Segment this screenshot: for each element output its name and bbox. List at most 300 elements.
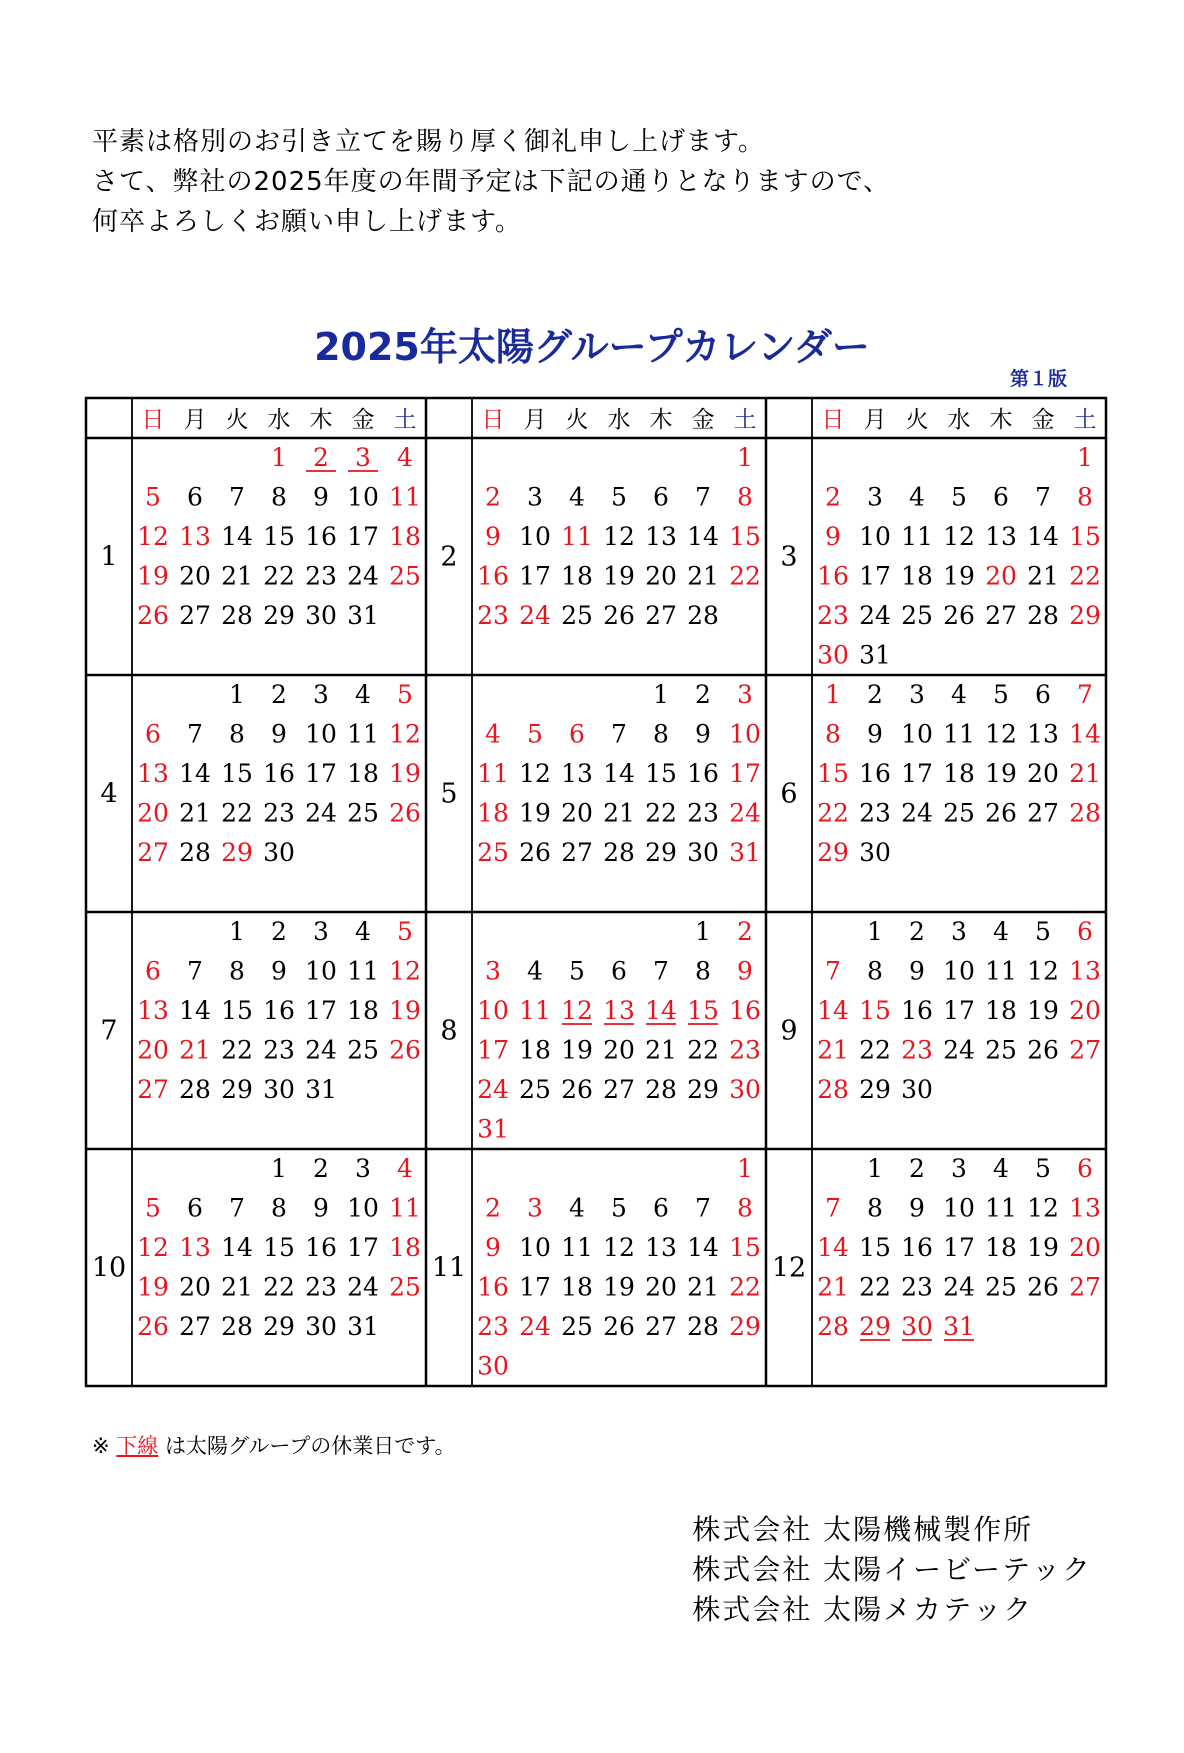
day-number: 26 bbox=[1027, 1035, 1059, 1065]
day-number: 25 bbox=[389, 561, 421, 591]
day-number: 24 bbox=[519, 1312, 551, 1341]
day-number: 20 bbox=[1069, 996, 1101, 1025]
day-number: 7 bbox=[1077, 680, 1093, 709]
day-number: 9 bbox=[909, 1193, 925, 1223]
day-number: 13 bbox=[1069, 1193, 1101, 1223]
day-number: 8 bbox=[867, 1193, 883, 1223]
day-number: 28 bbox=[687, 1312, 719, 1341]
day-number: 8 bbox=[695, 956, 711, 986]
day-number: 27 bbox=[1027, 798, 1059, 828]
day-number: 10 bbox=[519, 1233, 551, 1262]
day-number: 17 bbox=[305, 759, 337, 788]
day-number: 31 bbox=[729, 838, 761, 867]
day-number: 18 bbox=[389, 1233, 421, 1262]
day-number: 28 bbox=[179, 1075, 211, 1104]
day-number: 21 bbox=[179, 798, 211, 828]
day-number: 29 bbox=[263, 601, 295, 630]
day-number: 26 bbox=[603, 601, 635, 630]
day-number: 13 bbox=[179, 1233, 211, 1262]
day-number: 23 bbox=[901, 1035, 933, 1065]
day-number: 31 bbox=[477, 1114, 509, 1144]
day-number: 25 bbox=[347, 798, 379, 828]
day-number: 1 bbox=[695, 917, 711, 946]
weekday-header: 金 bbox=[691, 407, 715, 433]
day-number: 16 bbox=[305, 522, 337, 551]
day-number: 23 bbox=[687, 798, 719, 828]
month-label: 3 bbox=[780, 541, 798, 573]
day-number: 5 bbox=[611, 482, 627, 512]
month-label: 9 bbox=[780, 1015, 798, 1047]
day-number: 4 bbox=[355, 680, 371, 709]
day-number: 15 bbox=[1069, 522, 1101, 551]
day-number: 19 bbox=[943, 561, 975, 591]
day-number: 11 bbox=[985, 1193, 1017, 1223]
day-number: 6 bbox=[993, 482, 1009, 512]
day-number: 9 bbox=[825, 522, 841, 551]
day-number: 25 bbox=[519, 1075, 551, 1104]
day-number: 1 bbox=[867, 1154, 883, 1183]
day-number: 4 bbox=[909, 482, 925, 512]
day-number: 12 bbox=[1027, 956, 1059, 986]
day-number: 9 bbox=[271, 719, 287, 749]
day-number: 18 bbox=[347, 996, 379, 1025]
day-number: 5 bbox=[569, 956, 585, 986]
day-number: 31 bbox=[305, 1075, 337, 1104]
day-number: 26 bbox=[519, 838, 551, 867]
day-number: 28 bbox=[1069, 798, 1101, 828]
day-number: 15 bbox=[817, 759, 849, 788]
company-name-3: 株式会社 太陽メカテック bbox=[692, 1593, 1034, 1626]
day-number: 12 bbox=[1027, 1193, 1059, 1223]
day-number: 12 bbox=[561, 996, 593, 1025]
day-number: 25 bbox=[389, 1272, 421, 1302]
day-number: 16 bbox=[687, 759, 719, 788]
day-number: 30 bbox=[817, 640, 849, 670]
day-number: 3 bbox=[527, 482, 543, 512]
day-number: 5 bbox=[527, 719, 543, 749]
day-number: 14 bbox=[603, 759, 635, 788]
day-number: 22 bbox=[859, 1272, 891, 1302]
day-number: 25 bbox=[561, 1312, 593, 1341]
day-number: 21 bbox=[221, 1272, 253, 1302]
day-number: 26 bbox=[137, 601, 169, 630]
month-label: 8 bbox=[440, 1015, 458, 1047]
day-number: 11 bbox=[985, 956, 1017, 986]
day-number: 6 bbox=[653, 482, 669, 512]
day-number: 7 bbox=[187, 719, 203, 749]
day-number: 19 bbox=[985, 759, 1017, 788]
day-number: 8 bbox=[653, 719, 669, 749]
day-number: 14 bbox=[1027, 522, 1059, 551]
day-number: 15 bbox=[859, 996, 891, 1025]
day-number: 15 bbox=[729, 1233, 761, 1262]
day-number: 9 bbox=[313, 1193, 329, 1223]
day-number: 12 bbox=[985, 719, 1017, 749]
day-number: 13 bbox=[645, 1233, 677, 1262]
day-number: 30 bbox=[477, 1351, 509, 1381]
day-number: 1 bbox=[229, 917, 245, 946]
day-number: 1 bbox=[229, 680, 245, 709]
day-number: 25 bbox=[943, 798, 975, 828]
day-number: 11 bbox=[389, 482, 421, 512]
day-number: 28 bbox=[221, 1312, 253, 1341]
day-number: 9 bbox=[271, 956, 287, 986]
day-number: 18 bbox=[561, 1272, 593, 1302]
day-number: 8 bbox=[271, 1193, 287, 1223]
day-number: 19 bbox=[561, 1035, 593, 1065]
day-number: 27 bbox=[645, 1312, 677, 1341]
weekday-header: 土 bbox=[1073, 407, 1097, 433]
day-number: 26 bbox=[943, 601, 975, 630]
weekday-header: 日 bbox=[821, 407, 845, 433]
day-number: 7 bbox=[187, 956, 203, 986]
holiday-note bbox=[92, 1430, 456, 1460]
weekday-header: 火 bbox=[565, 407, 589, 433]
day-number: 13 bbox=[137, 996, 169, 1025]
day-number: 14 bbox=[221, 1233, 253, 1262]
day-number: 29 bbox=[729, 1312, 761, 1341]
day-number: 5 bbox=[397, 680, 413, 709]
day-number: 19 bbox=[389, 996, 421, 1025]
weekday-header: 水 bbox=[947, 407, 971, 433]
day-number: 4 bbox=[527, 956, 543, 986]
day-number: 20 bbox=[137, 798, 169, 828]
weekday-header: 金 bbox=[1031, 407, 1055, 433]
day-number: 30 bbox=[901, 1312, 933, 1341]
day-number: 21 bbox=[603, 798, 635, 828]
day-number: 16 bbox=[729, 996, 761, 1025]
day-number: 22 bbox=[221, 798, 253, 828]
day-number: 3 bbox=[909, 680, 925, 709]
day-number: 6 bbox=[569, 719, 585, 749]
day-number: 21 bbox=[1069, 759, 1101, 788]
weekday-header: 月 bbox=[183, 407, 207, 433]
day-number: 30 bbox=[859, 838, 891, 867]
day-number: 27 bbox=[985, 601, 1017, 630]
day-number: 13 bbox=[179, 522, 211, 551]
day-number: 11 bbox=[519, 996, 551, 1025]
day-number: 4 bbox=[355, 917, 371, 946]
day-number: 3 bbox=[951, 1154, 967, 1183]
day-number: 25 bbox=[561, 601, 593, 630]
month-label: 5 bbox=[440, 778, 458, 810]
month-label: 2 bbox=[440, 541, 458, 573]
day-number: 19 bbox=[603, 561, 635, 591]
day-number: 25 bbox=[477, 838, 509, 867]
day-number: 22 bbox=[645, 798, 677, 828]
day-number: 13 bbox=[137, 759, 169, 788]
intro-line-1: 平素は格別のお引き立てを賜り厚く御礼申し上げます。 bbox=[92, 127, 765, 157]
day-number: 27 bbox=[179, 601, 211, 630]
day-number: 5 bbox=[397, 917, 413, 946]
day-number: 22 bbox=[687, 1035, 719, 1065]
company-name-2: 株式会社 太陽イービーテック bbox=[692, 1553, 1092, 1586]
day-number: 26 bbox=[561, 1075, 593, 1104]
day-number: 12 bbox=[389, 956, 421, 986]
day-number: 1 bbox=[271, 1154, 287, 1183]
day-number: 16 bbox=[901, 996, 933, 1025]
day-number: 6 bbox=[611, 956, 627, 986]
intro-line-2: さて、弊社の2025年度の年間予定は下記の通りとなりますので、 bbox=[92, 167, 891, 197]
day-number: 10 bbox=[901, 719, 933, 749]
day-number: 22 bbox=[859, 1035, 891, 1065]
day-number: 27 bbox=[603, 1075, 635, 1104]
day-number: 16 bbox=[305, 1233, 337, 1262]
day-number: 14 bbox=[687, 1233, 719, 1262]
day-number: 2 bbox=[867, 680, 883, 709]
day-number: 15 bbox=[729, 522, 761, 551]
day-number: 25 bbox=[985, 1272, 1017, 1302]
note-suffix: は太陽グループの休業日です。 bbox=[164, 1434, 456, 1458]
month-label: 7 bbox=[100, 1015, 118, 1047]
day-number: 15 bbox=[221, 996, 253, 1025]
day-number: 28 bbox=[1027, 601, 1059, 630]
month-label: 4 bbox=[100, 778, 118, 810]
day-number: 29 bbox=[859, 1312, 891, 1341]
day-number: 25 bbox=[985, 1035, 1017, 1065]
day-number: 2 bbox=[485, 482, 501, 512]
day-number: 28 bbox=[817, 1075, 849, 1104]
day-number: 2 bbox=[313, 1154, 329, 1183]
day-number: 11 bbox=[347, 719, 379, 749]
day-number: 2 bbox=[271, 917, 287, 946]
weekday-header: 日 bbox=[481, 407, 505, 433]
weekday-header: 土 bbox=[733, 407, 757, 433]
day-number: 26 bbox=[603, 1312, 635, 1341]
day-number: 18 bbox=[901, 561, 933, 591]
day-number: 3 bbox=[313, 680, 329, 709]
day-number: 19 bbox=[389, 759, 421, 788]
day-number: 17 bbox=[729, 759, 761, 788]
day-number: 22 bbox=[221, 1035, 253, 1065]
day-number: 11 bbox=[561, 1233, 593, 1262]
day-number: 13 bbox=[561, 759, 593, 788]
day-number: 26 bbox=[985, 798, 1017, 828]
day-number: 16 bbox=[901, 1233, 933, 1262]
day-number: 16 bbox=[477, 1272, 509, 1302]
day-number: 2 bbox=[737, 917, 753, 946]
day-number: 9 bbox=[485, 522, 501, 551]
day-number: 11 bbox=[347, 956, 379, 986]
weekday-header: 木 bbox=[989, 407, 1013, 433]
day-number: 22 bbox=[263, 1272, 295, 1302]
day-number: 30 bbox=[263, 838, 295, 867]
month-label: 11 bbox=[431, 1252, 467, 1284]
day-number: 13 bbox=[985, 522, 1017, 551]
weekday-header: 木 bbox=[649, 407, 673, 433]
day-number: 15 bbox=[859, 1233, 891, 1262]
month-label: 10 bbox=[91, 1252, 127, 1284]
day-number: 23 bbox=[305, 1272, 337, 1302]
weekday-header: 水 bbox=[607, 407, 631, 433]
day-number: 28 bbox=[179, 838, 211, 867]
day-number: 5 bbox=[1035, 1154, 1051, 1183]
day-number: 9 bbox=[867, 719, 883, 749]
day-number: 20 bbox=[179, 1272, 211, 1302]
day-number: 24 bbox=[943, 1035, 975, 1065]
day-number: 1 bbox=[737, 443, 753, 472]
day-number: 11 bbox=[901, 522, 933, 551]
day-number: 16 bbox=[477, 561, 509, 591]
note-underline-label: 下線 bbox=[116, 1434, 159, 1458]
day-number: 3 bbox=[527, 1193, 543, 1223]
day-number: 13 bbox=[1027, 719, 1059, 749]
day-number: 5 bbox=[145, 1193, 161, 1223]
day-number: 26 bbox=[137, 1312, 169, 1341]
day-number: 16 bbox=[263, 996, 295, 1025]
day-number: 23 bbox=[859, 798, 891, 828]
day-number: 21 bbox=[687, 561, 719, 591]
day-number: 29 bbox=[645, 838, 677, 867]
day-number: 25 bbox=[347, 1035, 379, 1065]
day-number: 23 bbox=[263, 798, 295, 828]
day-number: 3 bbox=[355, 1154, 371, 1183]
day-number: 4 bbox=[569, 482, 585, 512]
weekday-header: 木 bbox=[309, 407, 333, 433]
day-number: 28 bbox=[221, 601, 253, 630]
day-number: 29 bbox=[817, 838, 849, 867]
day-number: 23 bbox=[729, 1035, 761, 1065]
day-number: 14 bbox=[645, 996, 677, 1025]
weekday-header: 金 bbox=[351, 407, 375, 433]
day-number: 21 bbox=[221, 561, 253, 591]
day-number: 7 bbox=[611, 719, 627, 749]
day-number: 7 bbox=[229, 482, 245, 512]
day-number: 26 bbox=[389, 798, 421, 828]
day-number: 10 bbox=[519, 522, 551, 551]
day-number: 11 bbox=[943, 719, 975, 749]
day-number: 6 bbox=[187, 482, 203, 512]
day-number: 29 bbox=[687, 1075, 719, 1104]
day-number: 14 bbox=[1069, 719, 1101, 749]
day-number: 16 bbox=[859, 759, 891, 788]
day-number: 31 bbox=[859, 640, 891, 670]
day-number: 17 bbox=[347, 522, 379, 551]
day-number: 6 bbox=[653, 1193, 669, 1223]
day-number: 5 bbox=[145, 482, 161, 512]
day-number: 27 bbox=[1069, 1272, 1101, 1302]
day-number: 17 bbox=[859, 561, 891, 591]
day-number: 5 bbox=[993, 680, 1009, 709]
day-number: 11 bbox=[561, 522, 593, 551]
day-number: 23 bbox=[901, 1272, 933, 1302]
day-number: 22 bbox=[729, 561, 761, 591]
day-number: 20 bbox=[1027, 759, 1059, 788]
day-number: 31 bbox=[943, 1312, 975, 1341]
day-number: 23 bbox=[477, 1312, 509, 1341]
day-number: 8 bbox=[737, 1193, 753, 1223]
day-number: 28 bbox=[817, 1312, 849, 1341]
day-number: 20 bbox=[561, 798, 593, 828]
day-number: 6 bbox=[145, 956, 161, 986]
day-number: 17 bbox=[305, 996, 337, 1025]
day-number: 6 bbox=[1077, 917, 1093, 946]
day-number: 10 bbox=[943, 1193, 975, 1223]
day-number: 2 bbox=[909, 1154, 925, 1183]
day-number: 6 bbox=[1035, 680, 1051, 709]
day-number: 3 bbox=[313, 917, 329, 946]
day-number: 5 bbox=[951, 482, 967, 512]
day-number: 21 bbox=[645, 1035, 677, 1065]
day-number: 28 bbox=[645, 1075, 677, 1104]
note-prefix: ※ bbox=[92, 1434, 110, 1458]
day-number: 10 bbox=[305, 719, 337, 749]
day-number: 14 bbox=[687, 522, 719, 551]
day-number: 2 bbox=[313, 443, 329, 472]
day-number: 2 bbox=[825, 482, 841, 512]
day-number: 8 bbox=[737, 482, 753, 512]
day-number: 27 bbox=[561, 838, 593, 867]
day-number: 10 bbox=[347, 1193, 379, 1223]
day-number: 4 bbox=[993, 1154, 1009, 1183]
day-number: 17 bbox=[943, 996, 975, 1025]
day-number: 4 bbox=[569, 1193, 585, 1223]
day-number: 20 bbox=[645, 561, 677, 591]
day-number: 23 bbox=[817, 601, 849, 630]
day-number: 6 bbox=[1077, 1154, 1093, 1183]
day-number: 6 bbox=[187, 1193, 203, 1223]
day-number: 29 bbox=[1069, 601, 1101, 630]
day-number: 16 bbox=[817, 561, 849, 591]
day-number: 3 bbox=[951, 917, 967, 946]
month-label: 1 bbox=[100, 541, 118, 573]
day-number: 7 bbox=[695, 482, 711, 512]
day-number: 19 bbox=[137, 1272, 169, 1302]
day-number: 10 bbox=[943, 956, 975, 986]
day-number: 18 bbox=[985, 996, 1017, 1025]
day-number: 4 bbox=[485, 719, 501, 749]
weekday-header: 火 bbox=[225, 407, 249, 433]
day-number: 24 bbox=[305, 1035, 337, 1065]
day-number: 12 bbox=[519, 759, 551, 788]
day-number: 7 bbox=[1035, 482, 1051, 512]
day-number: 17 bbox=[943, 1233, 975, 1262]
day-number: 23 bbox=[263, 1035, 295, 1065]
day-number: 27 bbox=[137, 1075, 169, 1104]
day-number: 4 bbox=[397, 443, 413, 472]
day-number: 12 bbox=[943, 522, 975, 551]
day-number: 15 bbox=[687, 996, 719, 1025]
day-number: 30 bbox=[687, 838, 719, 867]
day-number: 15 bbox=[263, 522, 295, 551]
day-number: 7 bbox=[653, 956, 669, 986]
day-number: 30 bbox=[305, 1312, 337, 1341]
day-number: 11 bbox=[477, 759, 509, 788]
day-number: 29 bbox=[859, 1075, 891, 1104]
day-number: 9 bbox=[485, 1233, 501, 1262]
day-number: 10 bbox=[859, 522, 891, 551]
weekday-header: 月 bbox=[863, 407, 887, 433]
day-number: 3 bbox=[867, 482, 883, 512]
day-number: 13 bbox=[645, 522, 677, 551]
day-number: 27 bbox=[645, 601, 677, 630]
weekday-header: 日 bbox=[141, 407, 165, 433]
day-number: 25 bbox=[901, 601, 933, 630]
day-number: 9 bbox=[909, 956, 925, 986]
day-number: 7 bbox=[695, 1193, 711, 1223]
day-number: 17 bbox=[347, 1233, 379, 1262]
day-number: 11 bbox=[389, 1193, 421, 1223]
day-number: 13 bbox=[1069, 956, 1101, 986]
day-number: 24 bbox=[305, 798, 337, 828]
day-number: 31 bbox=[347, 601, 379, 630]
day-number: 27 bbox=[1069, 1035, 1101, 1065]
weekday-header: 水 bbox=[267, 407, 291, 433]
day-number: 28 bbox=[687, 601, 719, 630]
day-number: 23 bbox=[305, 561, 337, 591]
day-number: 14 bbox=[179, 996, 211, 1025]
day-number: 12 bbox=[603, 1233, 635, 1262]
